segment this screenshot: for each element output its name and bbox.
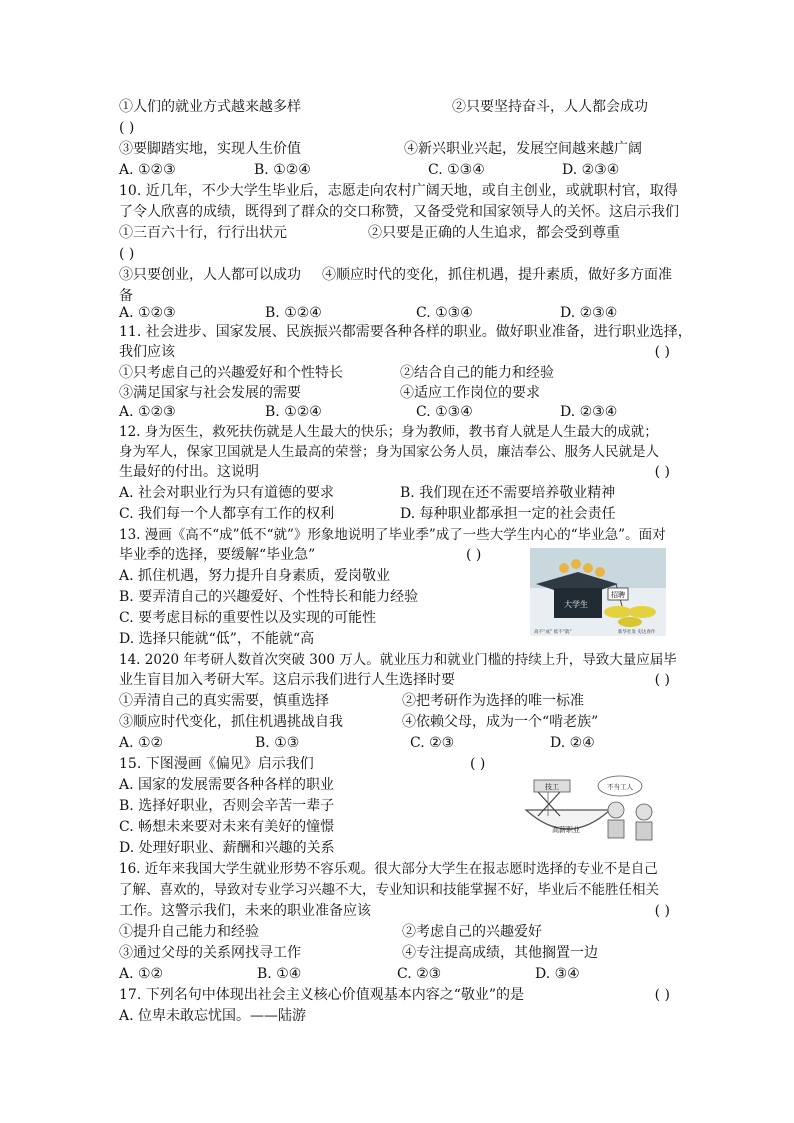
- q16-option-1: ①提升自己能力和经验: [119, 924, 259, 940]
- q15-choice-c: C. 畅想未来要对未来有美好的憧憬: [119, 819, 335, 835]
- person-head-icon: [636, 804, 652, 820]
- student-head-icon: [559, 563, 569, 573]
- q10-choice-c: C. ①③④: [416, 305, 473, 321]
- q10-answer-paren: ( ): [119, 246, 135, 262]
- q12-choice-d: D. 每种职业都承担一定的社会责任: [400, 506, 616, 522]
- q13-choice-d: D. 选择只能就“低”，不能就“高: [119, 631, 315, 647]
- q17-choice-a: A. 位卑未敢忘忧国。——陆游: [119, 1008, 307, 1024]
- q13-choice-a: A. 抓住机遇，努力提升自身素质，爱岗敬业: [119, 568, 391, 584]
- q12-choice-a: A. 社会对职业行为只有道德的要求: [119, 485, 335, 501]
- q13-stem-line-2: 毕业季的选择，要缓解“毕业急”: [119, 547, 316, 563]
- q13-choice-b: B. 要弄清自己的兴趣爱好、个性特长和能力经验: [119, 589, 419, 605]
- q10-option-2: ②只要是正确的人生追求，都会受到尊重: [368, 225, 620, 241]
- q15-cartoon: [520, 770, 668, 844]
- rice-bowl-icon: [628, 606, 656, 618]
- q11-choice-c: C. ①③④: [416, 404, 473, 420]
- q9-option-2: ②只要坚持奋斗，人人都会成功: [452, 99, 648, 115]
- q10-choice-d: D. ②③④: [560, 305, 618, 321]
- person-body: [636, 822, 652, 840]
- q10-choice-b: B. ①②④: [265, 305, 322, 321]
- person-body: [608, 820, 624, 838]
- q10-option-3: ③只要创业，人人都可以成功: [119, 267, 301, 283]
- cartoon-wrench-text: 技工: [545, 783, 559, 791]
- q12-stem-line-1: 12. 身为医生，救死扶伤就是人生最大的快乐；身为教师，教书育人就是人生最大的成就；: [119, 424, 658, 440]
- q9-option-1: ①人们的就业方式越来越多样: [119, 99, 301, 115]
- q9-choice-b: B. ①②④: [254, 162, 311, 178]
- student-head-icon: [571, 559, 581, 569]
- q13-stem-line-1: 13. 漫画《高不“成”低不“就”》形象地说明了毕业季”成了一些大学生内心的“毕业急”。面对: [119, 527, 666, 543]
- cartoon-bowl-text: 高薪职业: [552, 826, 580, 834]
- q12-choice-c: C. 我们每一个人都享有工作的权利: [119, 506, 335, 522]
- q9-choice-c: C. ①③④: [428, 162, 485, 178]
- q10-choice-a: A. ①②③: [119, 305, 176, 321]
- q16-stem-line-1: 16. 近年来我国大学生就业形势不容乐观。很大部分大学生在报志愿时选择的专业不是自己: [119, 861, 658, 877]
- q16-option-3: ③通过父母的关系网找寻工作: [119, 945, 301, 961]
- q9-choice-d: D. ②③④: [562, 162, 620, 178]
- student-head-icon: [583, 563, 593, 573]
- q9-option-3: ③要脚踏实地，实现人生价值: [119, 141, 301, 157]
- rice-bowl-icon: [618, 617, 642, 627]
- q11-choice-b: B. ①②④: [265, 404, 322, 420]
- q17-stem-line-1: 17. 下列名句中体现出社会主义核心价值观基本内容之“敬业”的是: [119, 987, 525, 1003]
- q16-choice-b: B. ①④: [257, 966, 302, 982]
- q15-answer-paren: ( ): [470, 756, 486, 772]
- q9-option-4: ④新兴职业兴起，发展空间越来越广阔: [404, 141, 642, 157]
- q16-choice-d: D. ③④: [535, 966, 580, 982]
- cartoon-label: 大学生: [564, 600, 588, 609]
- q11-stem-line-2: 我们应该: [119, 344, 175, 360]
- q12-stem-line-3: 生最好的付出。这说明: [119, 464, 259, 480]
- q16-stem-line-3: 工作。这警示我们，未来的职业准备应该: [119, 903, 371, 919]
- q14-choice-c: C. ②③: [410, 735, 455, 751]
- q15-choice-a: A. 国家的发展需要各种各样的职业: [119, 777, 335, 793]
- cartoon-sign-text: 招聘: [611, 591, 625, 599]
- q14-option-1: ①弄清自己的真实需要，慎重选择: [119, 693, 329, 709]
- q14-option-4: ④依赖父母，成为一个“啃老族”: [402, 714, 599, 730]
- q12-choice-b: B. 我们现在还不需要培养敬业精神: [400, 485, 616, 501]
- q10-option-4: ④顺应时代的变化，抓住机遇，提升素质，做好多方面准: [322, 267, 672, 283]
- q11-choice-d: D. ②③④: [560, 404, 618, 420]
- q13-answer-paren: ( ): [466, 547, 482, 563]
- q11-option-1: ①只考虑自己的兴趣爱好和个性特长: [119, 365, 343, 381]
- q9-choice-a: A. ①②③: [119, 162, 176, 178]
- q11-option-4: ④适应工作岗位的要求: [400, 385, 540, 401]
- q14-stem-line-2: 业生盲目加入考研大军。这启示我们进行人生选择时要: [119, 672, 455, 688]
- q16-option-2: ②考虑自己的兴趣爱好: [402, 924, 542, 940]
- q14-option-2: ②把考研作为选择的唯一标准: [402, 693, 584, 709]
- q15-stem-line-1: 15. 下图漫画《偏见》启示我们: [119, 756, 314, 772]
- q16-option-4: ④专注提高成绩，其他搁置一边: [402, 945, 598, 961]
- cartoon-bubble-text: 不当工人: [607, 783, 633, 791]
- q17-answer-paren: ( ): [654, 987, 670, 1003]
- q14-choice-d: D. ②④: [550, 735, 595, 751]
- q14-choice-b: B. ①③: [255, 735, 300, 751]
- person-head-icon: [608, 802, 624, 818]
- q10-option-4-wrap: 备: [119, 288, 133, 304]
- q11-stem-line-1: 11. 社会进步、国家发展、民族振兴都需要各种各样的职业。做好职业准备，进行职业选择，: [119, 324, 692, 340]
- cartoon-caption-left: 高不“成” 低不“就”: [534, 630, 572, 635]
- rice-bowl-icon: [604, 606, 632, 618]
- q13-choice-c: C. 要考虑目标的重要性以及实现的可能性: [119, 610, 377, 626]
- q14-stem-line-1: 14. 2020 年考研人数首次突破 300 万人。就业压力和就业门槛的持续上升，导致大量应届毕: [119, 652, 677, 668]
- q16-choice-a: A. ①②: [119, 966, 164, 982]
- q10-option-1: ①三百六十行，行行出状元: [119, 225, 287, 241]
- q9-answer-paren: ( ): [119, 120, 135, 136]
- q11-choice-a: A. ①②③: [119, 404, 176, 420]
- cartoon-caption-right: 新华社发 史达春作: [618, 630, 656, 635]
- q14-choice-a: A. ①②: [119, 735, 164, 751]
- q11-option-3: ③满足国家与社会发展的需要: [119, 385, 301, 401]
- q11-answer-paren: ( ): [654, 344, 670, 360]
- q10-stem-line-2: 了令人欣喜的成绩，既得到了群众的交口称赞，又备受党和国家领导人的关怀。这启示我们: [119, 204, 679, 220]
- q16-choice-c: C. ②③: [397, 966, 442, 982]
- q15-choice-b: B. 选择好职业，否则会辛苦一辈子: [119, 798, 335, 814]
- q14-option-3: ③顺应时代变化，抓住机遇挑战自我: [119, 714, 343, 730]
- student-head-icon: [595, 567, 605, 577]
- q12-answer-paren: ( ): [654, 464, 670, 480]
- q16-stem-line-2: 了解、喜欢的，导致对专业学习兴趣不大，专业知识和技能掌握不好，毕业后不能胜任相关: [119, 882, 659, 898]
- q11-option-2: ②结合自己的能力和经验: [400, 365, 554, 381]
- q10-stem-line-1: 10. 近几年，不少大学生毕业后，志愿走向农村广阔天地，或自主创业，或就职村官，取得: [119, 183, 678, 199]
- q14-answer-paren: ( ): [654, 672, 670, 688]
- q13-cartoon: [530, 548, 666, 636]
- q12-stem-line-2: 身为军人，保家卫国就是人生最高的荣誉；身为国家公务人员，廉洁奉公、服务人民就是人: [119, 444, 659, 460]
- q16-answer-paren: ( ): [654, 903, 670, 919]
- q15-choice-d: D. 处理好职业、薪酬和兴趣的关系: [119, 840, 335, 856]
